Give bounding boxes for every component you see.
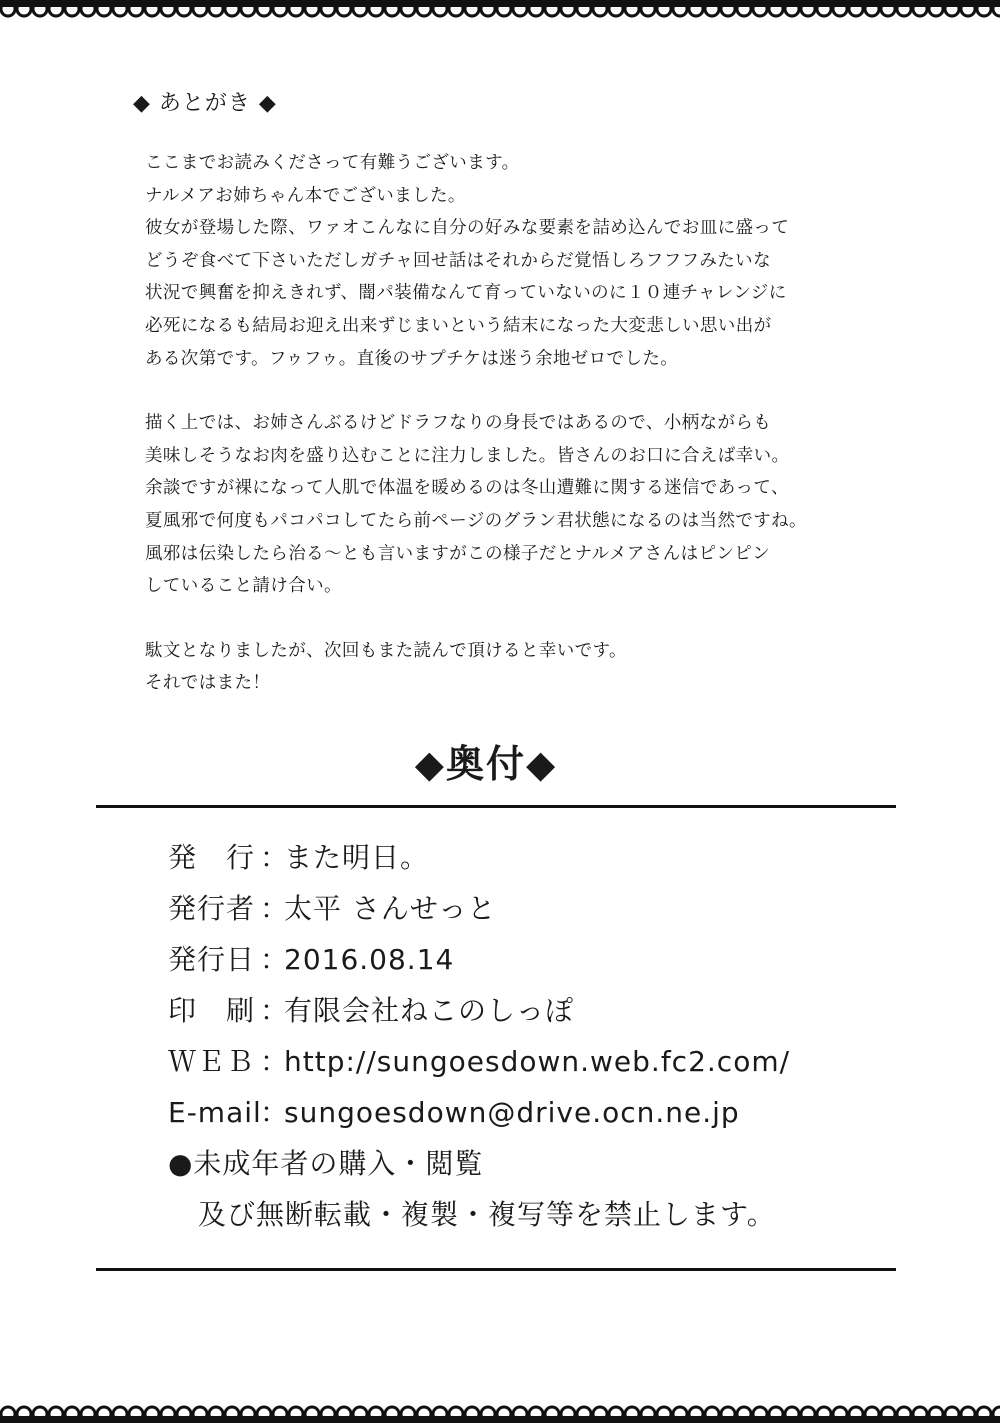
afterword-line: 駄文となりましたが、次回もまた読んで頂けると幸いです。 [145,640,627,661]
row-label: ＷＥＢ [168,1045,256,1078]
row-label: 印 刷 [168,994,256,1027]
row-separator: ： [260,892,290,925]
notice-line-2: 及び無断転載・複製・複写等を禁止します。 [198,1198,776,1231]
afterword-paragraph-1 [145,147,905,375]
afterword-heading: ◆ あとがき ◆ [133,91,277,116]
colophon-row-date [168,934,790,985]
row-value: 2016.08.14 [284,943,455,976]
row-value: また明日。 [284,841,430,874]
row-label: 発行日 [168,943,256,976]
row-value: 有限会社ねこのしっぽ [284,994,575,1027]
afterword-line: 美味しそうなお肉を盛り込むことに注力しました。皆さんのお口に合えば幸い。 [145,445,790,466]
afterword-body [145,147,905,700]
row-label: 発 行 [168,841,256,874]
afterword-line: していること請け合い。 [145,576,342,597]
afterword-line: ナルメアお姉ちゃん本でございました。 [145,185,466,206]
afterword-line: 余談ですが裸になって人肌で体温を暖めるのは冬山遭難に関する迷信であって、 [145,478,789,499]
afterword-line: 必死になるも結局お迎え出来ずじまいという結末になった大変悲しい思い出が [145,315,772,336]
row-separator: ： [260,994,290,1027]
colophon-title: ◆奥付◆ [414,742,558,786]
row-value-email: sungoesdown@drive.ocn.ne.jp [284,1096,740,1129]
row-value: 太平 さんせっと [284,892,497,925]
row-separator: ： [260,943,290,976]
top-scallop-border [0,0,1000,24]
row-label: 発行者 [168,892,256,925]
afterword-paragraph-3 [145,635,905,700]
colophon-bottom-rule [96,1268,896,1271]
colophon-details [168,832,790,1240]
afterword-line: ある次第です。フゥフゥ。直後のサプチケは迷う余地ゼロでした。 [145,348,679,369]
row-separator: ： [260,841,290,874]
colophon-row-email [168,1087,790,1138]
afterword-line: 彼女が登場した際、ワァオこんなに自分の好みな要素を詰め込んでお皿に盛って [145,218,790,239]
afterword-line: 状況で興奮を抑えきれず、闇パ装備なんて育っていないのに１０連チャレンジに [145,283,787,304]
afterword-paragraph-2 [145,407,905,603]
bottom-scallop-border [0,1399,1000,1423]
notice-line-1: ●未成年者の購入・閲覧 [168,1147,484,1180]
colophon-row-publisher [168,832,790,883]
row-value-link: http://sungoesdown.web.fc2.com/ [284,1045,791,1078]
afterword-line: それではまた！ [145,673,271,694]
colophon-top-rule [96,805,896,808]
colophon-row-printer [168,985,790,1036]
colophon-row-author [168,883,790,934]
afterword-line: ここまでお読みくださって有難うございます。 [145,153,520,173]
row-label: E-mail [168,1096,262,1129]
afterword-line: 描く上では、お姉さんぶるけどドラフなりの身長ではあるので、小柄ながらも [145,413,772,434]
row-separator: ： [260,1096,290,1129]
afterword-line: 夏風邪で何度もパコパコしてたら前ページのグラン君状態になるのは当然ですね。 [145,510,807,531]
afterword-line: どうぞ食べて下さいただしガチャ回せ話はそれからだ覚悟しろフフフみたいな [145,250,771,271]
afterword-line: 風邪は伝染したら治る～とも言いますがこの様子だとナルメアさんはピンピン [145,543,771,564]
row-separator: ： [260,1045,290,1078]
colophon-row-web [168,1036,790,1087]
